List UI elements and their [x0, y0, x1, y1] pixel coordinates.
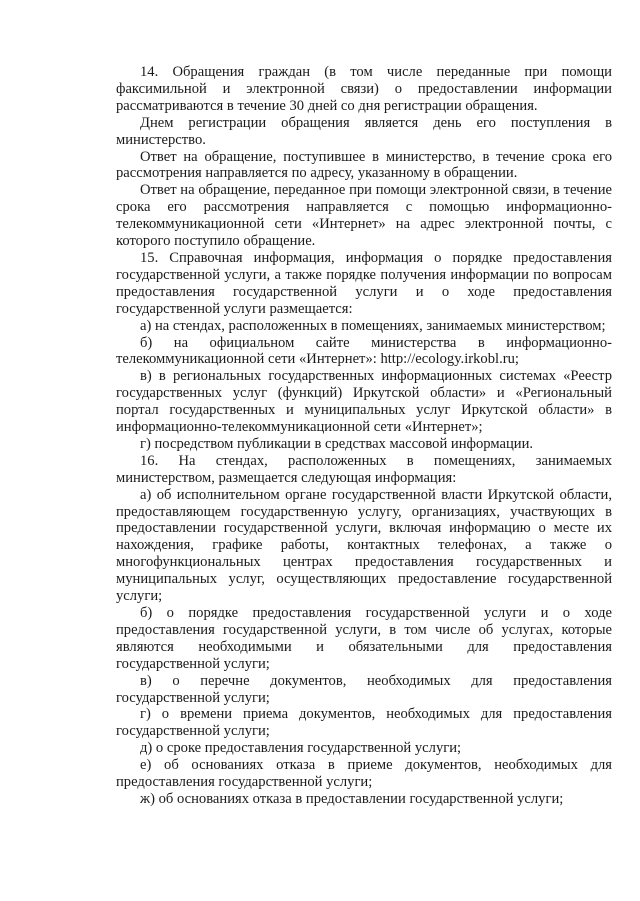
- list-item-15-g: г) посредством публикации в средствах массовой информации.: [140, 435, 534, 452]
- list-item-15-b: б) на официальном сайте министерства в информационно-телекоммуникационной сети «Интернет»: http://ecology.irkobl.ru;: [116, 334, 612, 368]
- list-item-16-a: а) об исполнительном органе государственной власти Иркутской области, предоставляющем государственную услугу, организациях, участвующих в предоставлении государственной услуги, включая информацию о месте их нахождения, графике работы, контактных телефонах, а также о многофункциональных центрах предоставления государственных и муниципальных услуг, осуществляющих предоставление государственной услуги;: [116, 486, 612, 605]
- document-page: [116, 64, 612, 808]
- list-item-16-d: д) о сроке предоставления государственной услуги;: [140, 740, 462, 757]
- list-item-16-e: е) об основаниях отказа в приеме документов, необходимых для предоставления государственной услуги;: [116, 757, 612, 791]
- list-item-16-v: в) о перечне документов, необходимых для предоставления государственной услуги;: [116, 672, 612, 706]
- list-item-15-a: а) на стендах, расположенных в помещениях, занимаемых министерством;: [140, 317, 606, 334]
- paragraph-15-reference-info: 15. Справочная информация, информация о порядке предоставления государственной услуги, а также порядке получения информации по вопросам предоставления государственной услуги и о ходе предоставления государственной услуги размещается:: [116, 249, 612, 317]
- list-item-16-b: б) о порядке предоставления государственной услуги и о ходе предоставления государственной услуги, в том числе об услугах, которые являются необходимыми и обязательными для предоставления государственной услуги;: [116, 605, 612, 672]
- list-item-16-g: г) о времени приема документов, необходимых для предоставления государственной услуги;: [116, 706, 612, 740]
- paragraph-answer-electronic: Ответ на обращение, переданное при помощи электронной связи, в течение срока его рассмотрения направляется с помощью информационно-телекоммуникационной сети «Интернет» на адрес электронной почты, с которого поступило обращение.: [116, 182, 612, 250]
- paragraph-14-requests: 14. Обращения граждан (в том числе переданные при помощи факсимильной и электронной связи) о предоставлении информации рассматриваются в течение 30 дней со дня регистрации обращения.: [116, 64, 612, 114]
- paragraph-answer-postal: Ответ на обращение, поступившее в министерство, в течение срока его рассмотрения направляется по адресу, указанному в обращении.: [116, 148, 612, 182]
- paragraph-registration-day: Днем регистрации обращения является день его поступления в министерство.: [116, 114, 612, 148]
- list-item-16-zh: ж) об основаниях отказа в предоставлении государственной услуги;: [140, 790, 564, 807]
- list-item-15-v: в) в региональных государственных информационных системах «Реестр государственных услуг (функций) Иркутской области» и «Региональный портал государственных и муниципальных услуг Иркутской области» в информационно-телекоммуникационной сети «Интернет»;: [116, 368, 612, 436]
- paragraph-16-stands: 16. На стендах, расположенных в помещениях, занимаемых министерством, размещается следующая информация:: [116, 452, 612, 486]
